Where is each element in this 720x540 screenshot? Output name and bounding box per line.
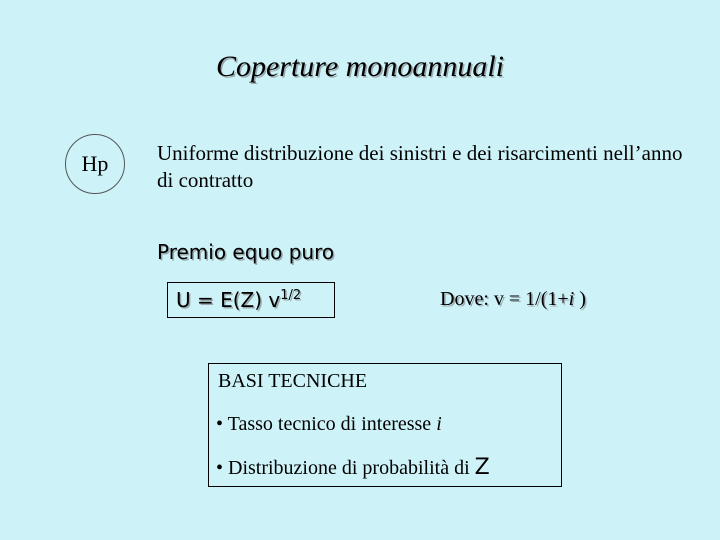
dove-suffix: ) <box>574 288 586 310</box>
hypothesis-text: Uniforme distribuzione dei sinistri e dei risarcimenti nell’anno di contratto <box>157 141 683 192</box>
basi-item-distribuzione <box>216 455 490 480</box>
hp-circle <box>65 134 125 194</box>
basi-tecniche-box <box>208 363 562 487</box>
slide-title: Coperture monoannuali <box>215 50 505 83</box>
basi-item-tasso-text: • Tasso tecnico di interesse <box>216 413 437 435</box>
dove-prefix: Dove: v = 1/(1+ <box>440 288 569 310</box>
premio-label: Premio equo puro <box>157 240 335 264</box>
basi-item-distribuzione-var: Z <box>474 455 490 480</box>
dove-variable: i <box>568 288 575 310</box>
formula-main: U = E(Z) v <box>176 288 281 312</box>
basi-item-distribuzione-text: • Distribuzione di probabilità di <box>216 457 475 479</box>
dove-definition <box>440 288 586 311</box>
formula-exponent: 1/2 <box>280 288 302 303</box>
basi-item-tasso <box>216 413 442 436</box>
formula-box <box>167 282 335 318</box>
basi-item-tasso-var: i <box>436 413 442 435</box>
basi-tecniche-title: BASI TECNICHE <box>218 370 368 392</box>
hp-label: Hp <box>81 151 109 176</box>
